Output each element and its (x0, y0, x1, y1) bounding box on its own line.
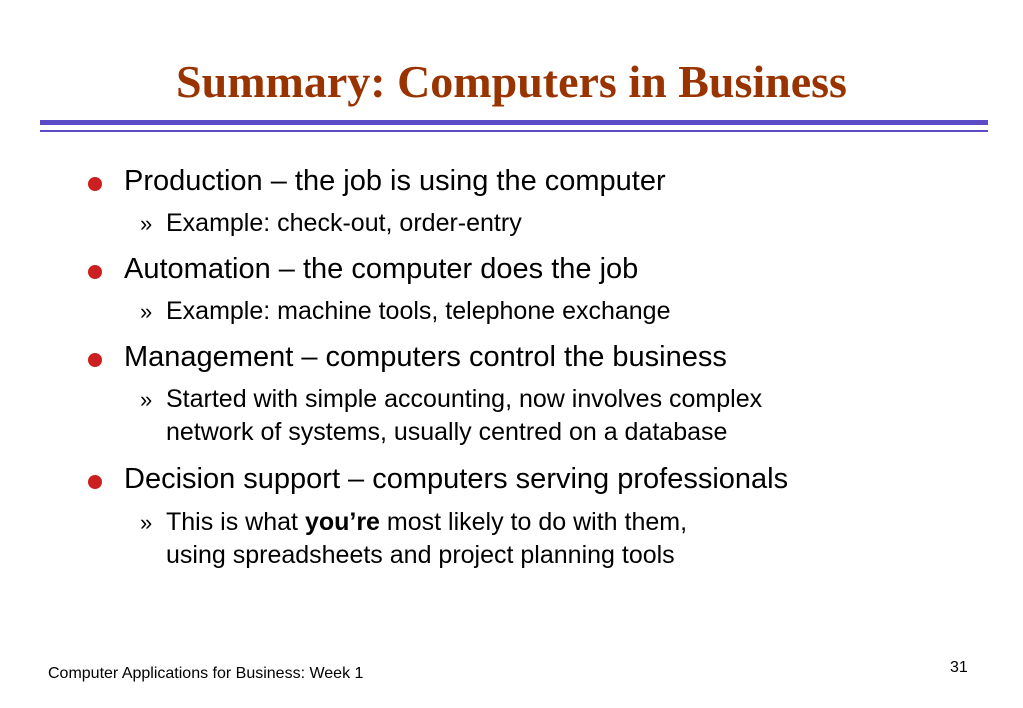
bullet-dot-icon (88, 177, 102, 191)
sub-bullet-marker: » (140, 510, 153, 535)
bullet-text: Management – computers control the business (124, 341, 727, 373)
sub-item-text-before: This is what (166, 508, 305, 536)
sub-item-text (166, 383, 762, 449)
bullet-text: Automation – the computer does the job (124, 253, 639, 285)
sub-item-line: network of systems, usually centred on a database (166, 418, 728, 446)
footer-course-title: Computer Applications for Business: Week 1 (48, 665, 364, 682)
sub-bullet-marker: » (140, 299, 153, 324)
sub-bullet-marker: » (140, 387, 153, 412)
page-number: 31 (950, 659, 968, 676)
sub-item-line: Started with simple accounting, now involves complex (166, 385, 763, 413)
bullet-text: Decision support – computers serving professionals (124, 463, 789, 495)
sub-item-text: Example: check-out, order-entry (166, 209, 522, 237)
bullet-dot-icon (88, 353, 102, 367)
sub-item-line (166, 506, 687, 539)
sub-item-line: using spreadsheets and project planning tools (166, 541, 675, 569)
sub-bullet-marker: » (140, 211, 153, 236)
sub-item-emphasis: you’re (304, 508, 380, 536)
sub-item-text: Example: machine tools, telephone exchange (166, 297, 671, 325)
sub-item-text-after: most likely to do with them, (379, 508, 688, 536)
bullet-dot-icon (88, 475, 102, 489)
bullet-dot-icon (88, 265, 102, 279)
bullet-text: Production – the job is using the computer (124, 165, 666, 197)
slide-title: Summary: Computers in Business (176, 56, 847, 107)
sub-item-text (166, 506, 687, 572)
